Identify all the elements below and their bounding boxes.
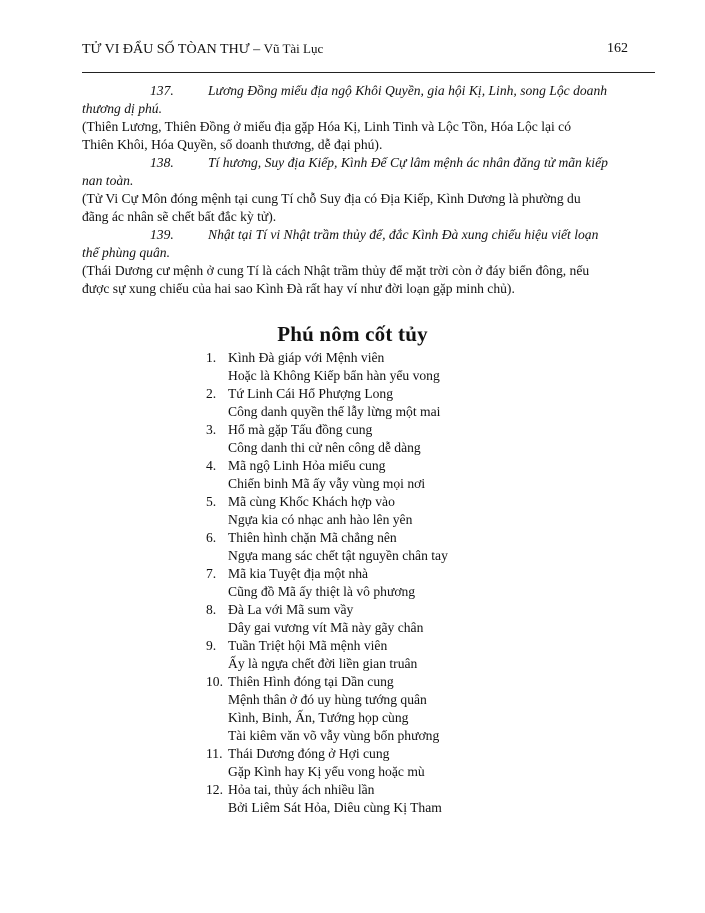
- poem-line: Tài kiêm văn võ vẫy vùng bốn phương: [228, 728, 440, 743]
- poem-line: Dây gai vương vít Mã này gãy chân: [228, 620, 424, 635]
- page-header: [82, 41, 656, 61]
- verse-number: 137.: [150, 83, 174, 98]
- poem-item-4: 4. Mã ngộ Linh Hỏa miếu cung: [206, 458, 386, 473]
- poem-item-6: 6. Thiên hình chặn Mã chẳng nên: [206, 530, 397, 545]
- verse-139-continued: thế phùng quân.: [82, 245, 170, 260]
- poem-item-12: 12. Hỏa tai, thủy ách nhiều lần: [206, 782, 375, 797]
- verse-138-continued: nan toàn.: [82, 173, 134, 188]
- poem-line: Ngựa kia có nhạc anh hào lên yên: [228, 512, 413, 527]
- author-name: Vũ Tài Lục: [263, 41, 324, 56]
- poem-item-1: 1. Kình Đà giáp với Mệnh viên: [206, 350, 385, 365]
- verse-137-continued: thương dị phú.: [82, 101, 162, 116]
- explanation-139-line-1: (Thái Dương cư mệnh ở cung Tí là cách Nhật trầm thủy để mặt trời còn ở đáy biển đông, nếu: [82, 263, 590, 278]
- poem-line: Cũng đồ Mã ấy thiệt là vô phương: [228, 584, 416, 599]
- poem-item-5: 5. Mã cùng Khốc Khách hợp vào: [206, 494, 395, 509]
- explanation-137-line-2: Thiên Khôi, Hóa Quyền, số doanh thương, dễ đại phú).: [82, 137, 383, 152]
- poem-item-10: 10. Thiên Hình đóng tại Dần cung: [206, 674, 394, 689]
- verse-section: [82, 82, 642, 298]
- poem-list: [206, 349, 636, 817]
- poem-item-7: 7. Mã kia Tuyệt địa một nhà: [206, 566, 369, 581]
- poem-line: Ngựa mang sác chết tật nguyền chân tay: [228, 548, 448, 563]
- poem-line: Bởi Liêm Sát Hỏa, Diêu cùng Kị Tham: [228, 800, 442, 815]
- explanation-139-line-2: được sự xung chiếu của hai sao Kình Đà rất hay ví như đời loạn gặp minh chủ).: [82, 281, 515, 296]
- poem-item-2: 2. Tứ Linh Cái Hổ Phượng Long: [206, 386, 394, 401]
- poem-title: Phú nôm cốt tủy: [277, 322, 428, 346]
- header-rule: [82, 72, 655, 73]
- poem-line: Kình, Binh, Ấn, Tướng họp cùng: [228, 710, 409, 725]
- explanation-137-line-1: (Thiên Lương, Thiên Đồng ở miếu địa gặp Hóa Kị, Linh Tinh và Lộc Tồn, Hóa Lộc lại có: [82, 119, 572, 134]
- explanation-138-line-1: (Tử Vi Cự Môn đóng mệnh tại cung Tí chỗ Suy địa có Địa Kiếp, Kình Dương là phường du: [82, 191, 581, 206]
- explanation-138-line-2: đãng ác nhân sẽ chết bất đắc kỳ tử).: [82, 209, 277, 224]
- poem-line: Chiến binh Mã ấy vẫy vùng mọi nơi: [228, 476, 426, 491]
- page-number: 162: [607, 41, 628, 56]
- poem-line: Hoặc là Không Kiếp bẩn hàn yểu vong: [228, 368, 440, 383]
- poem-line: Mệnh thân ở đó uy hùng tướng quân: [228, 692, 427, 707]
- verse-138: 138. Tí hương, Suy địa Kiếp, Kình Đế Cự lâm mệnh ác nhân đăng tử mãn kiếp: [82, 154, 642, 172]
- poem-item-11: 11. Thái Dương đóng ở Hợi cung: [206, 746, 390, 761]
- poem-item-3: 3. Hổ mà gặp Tấu đồng cung: [206, 422, 373, 437]
- poem-line: Công danh thi cử nên công dễ dàng: [228, 440, 421, 455]
- poem-line: Ấy là ngựa chết đời liền gian truân: [228, 656, 418, 671]
- poem-item-9: 9. Tuần Triệt hội Mã mệnh viên: [206, 638, 388, 653]
- verse-139: 139. Nhật tại Tí vi Nhật trầm thủy để, đắc Kình Đà xung chiếu hiệu viết loạn: [82, 226, 642, 244]
- poem-line: Công danh quyền thế lẫy lừng một mai: [228, 404, 441, 419]
- book-title: TỬ VI ĐẨU SỐ TÒAN THƯ – Vũ Tài Lục: [82, 41, 324, 57]
- poem-item-8: 8. Đà La với Mã sum vầy: [206, 602, 354, 617]
- verse-number: 139.: [150, 227, 174, 242]
- poem-line: Gặp Kình hay Kị yểu vong hoặc mù: [228, 764, 425, 779]
- verse-number: 138.: [150, 155, 174, 170]
- verse-137: 137. Lương Đồng miếu địa ngộ Khôi Quyền, gia hội Kị, Linh, song Lộc doanh: [82, 82, 642, 100]
